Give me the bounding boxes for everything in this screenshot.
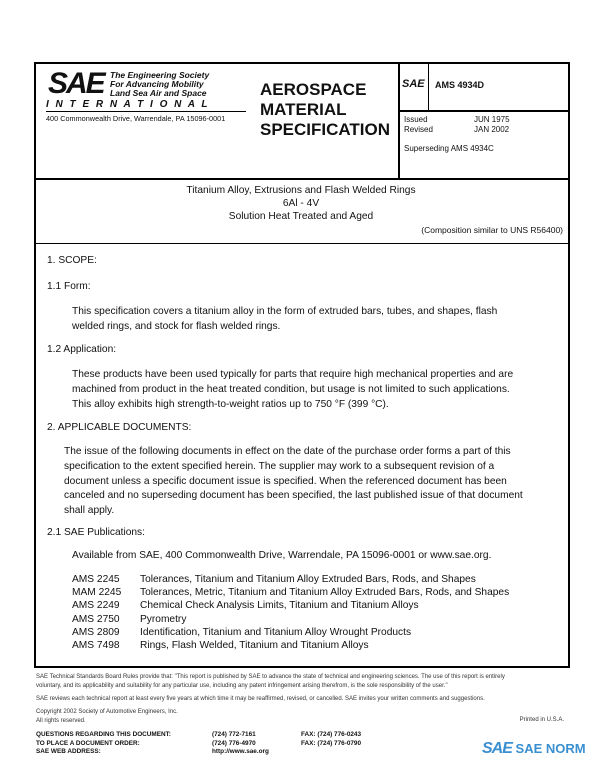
text-line: This specification covers a titanium alloy in the form of extruded bars, tubes, and shapes, flash [72, 306, 498, 317]
reference-item [72, 613, 509, 626]
divider [34, 178, 568, 180]
doc-type-line: AEROSPACE [260, 80, 367, 99]
doc-type-line: SPECIFICATION [260, 120, 391, 139]
contact-label: SAE WEB ADDRESS: [36, 748, 101, 755]
reference-item [72, 586, 509, 599]
spec-title [34, 184, 568, 223]
divider [398, 110, 568, 112]
tagline-line: For Advancing Mobility [110, 79, 204, 89]
superseding: Superseding AMS 4934C [404, 144, 494, 153]
copyright-line: Copyright 2002 Society of Automotive Engineers, Inc. [36, 709, 178, 715]
text-line: specification to the extent specified herein. The supplier may work to a subsequent revision of a [64, 460, 495, 472]
watermark-logo [482, 741, 586, 757]
ref-title: Rings, Flash Welded, Titanium and Titanium Alloys [140, 640, 369, 652]
contacts [36, 731, 361, 757]
divider [34, 243, 568, 244]
ref-title: Chemical Check Analysis Limits, Titanium and Titanium Alloys [140, 600, 419, 612]
paragraph: Available from SAE, 400 Commonwealth Drive, Warrendale, PA 15096-0001 or www.sae.org. [72, 550, 492, 561]
web-link[interactable]: http://www.sae.org [212, 748, 269, 755]
ref-code: MAM 2245 [72, 587, 122, 599]
text-line: voluntary, and its applicability and suitability for any particular use, including any patent infringement arising therefrom, is the sole responsibility of the user." [36, 683, 448, 689]
divider [46, 111, 246, 112]
doc-type-line: MATERIAL [260, 100, 347, 119]
ref-code: AMS 7498 [72, 640, 120, 652]
society-tagline [110, 71, 209, 98]
ref-title: Pyrometry [140, 613, 187, 625]
contact-fax: FAX: (724) 776-0790 [301, 739, 362, 747]
issued-date: JUN 1975 [474, 115, 510, 124]
text-line: document unless a specific document issue is specified. When the referenced document has been [64, 475, 507, 487]
divider [428, 62, 429, 111]
composition-note: (Composition similar to UNS R56400) [421, 225, 563, 235]
sae-small-logo: SAE [402, 78, 425, 90]
ref-code: AMS 2750 [72, 613, 120, 625]
title-line: Titanium Alloy, Extrusions and Flash Welded Rings [186, 185, 416, 196]
contact-label: TO PLACE A DOCUMENT ORDER: [36, 739, 140, 747]
contact-phone: (724) 776-4970 [212, 739, 256, 747]
title-line: Solution Heat Treated and Aged [228, 211, 374, 222]
contact-phone: (724) 772-7161 [212, 731, 256, 738]
text-line: These products have been used typically for parts that require high mechanical properties and are [72, 369, 514, 380]
section-heading: 2. APPLICABLE DOCUMENTS: [47, 422, 192, 433]
revised-label: Revised [404, 125, 433, 134]
divider [398, 62, 400, 179]
watermark-sae: SAE [482, 740, 512, 757]
tagline-line: The Engineering Society [110, 70, 210, 80]
ref-code: AMS 2249 [72, 600, 120, 612]
section-heading: 1.1 Form: [47, 281, 91, 292]
rules-notice [36, 673, 505, 691]
contact-fax: FAX: (724) 776-0243 [301, 731, 362, 738]
contact-label: QUESTIONS REGARDING THIS DOCUMENT: [36, 731, 171, 738]
section-heading: 1.2 Application: [47, 344, 117, 355]
paragraph [72, 367, 513, 412]
text-line: The issue of the following documents in effect on the date of the purchase order forms a part of this [64, 446, 511, 457]
address: 400 Commonwealth Drive, Warrendale, PA 15096-0001 [46, 114, 226, 123]
reference-item [72, 599, 509, 612]
text-line: welded rings, and stock for flash welded rings. [72, 321, 281, 332]
text-line: shall apply. [64, 505, 115, 517]
revised-date: JAN 2002 [474, 125, 510, 134]
paragraph [64, 445, 523, 519]
watermark-text: SAE NORM [515, 741, 586, 756]
ref-title: Tolerances, Metric, Titanium and Titanium Alloy Extruded Bars, Rods, and Shapes [140, 587, 510, 599]
section-heading: 2.1 SAE Publications: [47, 527, 145, 538]
reference-item [72, 626, 509, 639]
text-line: SAE Technical Standards Board Rules provide that: "This report is published by SAE to advance the state of technical and engineering sciences. The use of this report is entirely [36, 674, 505, 680]
copyright [36, 708, 178, 726]
section-heading: 1. SCOPE: [47, 255, 97, 266]
paragraph [72, 304, 497, 334]
contact-row [36, 740, 361, 749]
doc-number: AMS 4934D [435, 80, 485, 90]
reference-item [72, 639, 509, 652]
review-notice: SAE reviews each technical report at least every five years at which time it may be reaffirmed, revised, or cancelled. SAE invites your written comments and suggestions. [36, 696, 485, 702]
text-line: This alloy exhibits high strength-to-weight ratios up to 750 °F (399 °C). [72, 399, 389, 410]
ref-code: AMS 2245 [72, 574, 120, 585]
tagline-line: Land Sea Air and Space [110, 88, 207, 98]
ref-title: Identification, Titanium and Titanium Alloy Wrought Products [140, 626, 412, 638]
text-line: machined from product in the heat treated condition, but usage is not limited to such applications. [72, 384, 510, 395]
contact-row [36, 748, 361, 757]
doc-type [260, 80, 390, 140]
reference-list [72, 573, 509, 652]
text-line: canceled and no superseding document has been specified, the last published issue of that document [64, 490, 523, 502]
international-wordmark: I N T E R N A T I O N A L [46, 99, 210, 110]
rights-line: All rights reserved. [36, 718, 86, 724]
ref-code: AMS 2809 [72, 626, 120, 638]
contact-row [36, 731, 361, 740]
issued-label: Issued [404, 115, 428, 124]
title-line: 6Al - 4V [282, 198, 320, 209]
ref-title: Tolerances, Titanium and Titanium Alloy Extruded Bars, Rods, and Shapes [140, 574, 476, 585]
reference-item [72, 573, 509, 586]
sae-logo: SAE [48, 67, 104, 100]
printed-in: Printed in U.S.A. [519, 717, 564, 723]
